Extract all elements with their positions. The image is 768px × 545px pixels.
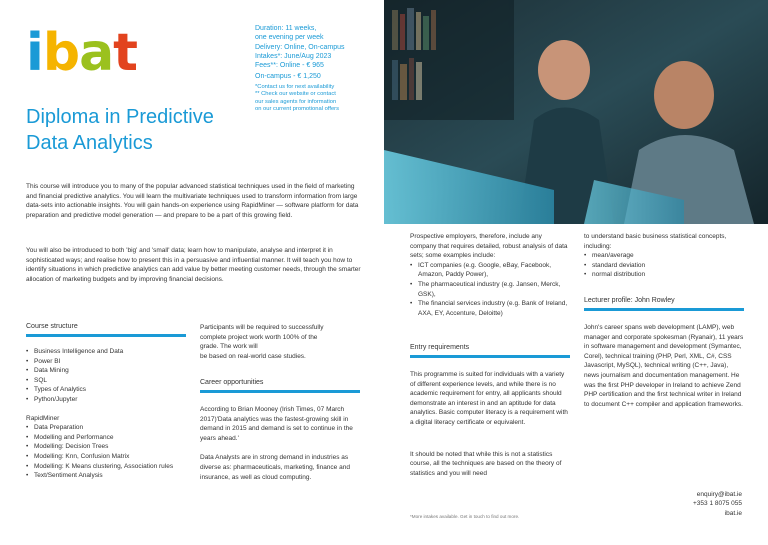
list-item: • standard deviation [592,261,744,271]
career-section [200,379,360,482]
course-structure-heading: Course structure [26,323,78,330]
project-line-2: complete project work worth 100% of the [200,333,318,341]
info-notes [255,84,375,114]
stats-section [584,232,744,280]
heading-rule [200,390,360,393]
ibat-logo [26,23,138,83]
list-item: • Types of Analytics [34,385,186,395]
intro-paragraph-1: This course will introduce you to many of the popular advanced statistical techniques used in the field of marketing and financial predictive analytics. You will learn the multivariate techniques used to transform information from large data-sets into actionable insights. You will gain hands-on experience using RapidMiner — software platform for data preparation and predictive model generation — and prepare to be a part of this growing field. [26,183,359,219]
stats-list [584,251,744,280]
info-note-4: on our current promotional offers [255,106,339,112]
course-info [255,24,375,113]
lecturer-heading: Lecturer profile: John Rowley [584,297,675,304]
fees-online: Fees**: Online - € 965 [255,62,324,70]
contact-block [693,490,742,518]
delivery: Delivery: Online, On-campus [255,43,345,51]
stats-intro: to understand basic business statistical concepts, including: [584,233,727,250]
info-note-1: *Contact us for next availability [255,83,335,90]
list-item: • Data Preparation [34,423,186,433]
intro-paragraph-2: You will also be introduced to both 'big' and 'small' data; learn how to manipulate, analyse and interpret it in sophisticated ways; and realise how to present this in a persuasive and influential manner. It will teach you how to identify situations in which predictive analytics can add value by better meeting customer needs, through the smarter allocation of marketing budgets and by improving financial decisions. [26,247,361,283]
contact-phone[interactable]: +353 1 8075 055 [693,500,742,508]
heading-rule [410,355,570,358]
lecturer-section [584,297,744,409]
contact-website[interactable]: ibat.ie [724,509,742,517]
lecturer-paragraph: John's career spans web development (LAMP), web manager and corporate spokesman (Ryanair), 11 years in software management and development (Symantec, Corel), technical training (PHP, Perl, XML, C#, CSS Javascript, MySQL), technical writing (C++, Java), news journalism and documentation management. He was the first PHP developer in Ireland to achieve Zend PHP certification and the first technical writer in Ireland to document C++ compiler and application frameworks. [584,324,744,408]
course-structure [26,323,186,481]
page-title [26,104,266,156]
fees-campus: On-campus - € 1,250 [255,73,321,81]
list-item: • Modelling: Decision Trees [34,442,186,452]
heading-rule [26,334,186,337]
career-paragraph-1: According to Brian Mooney (Irish Times, 07 March 2017)'Data analytics was the fastest-growing skill in demand in 2015 and demand is set to continue in the years ahead.' [200,406,353,442]
logo-letter-b: b [42,23,80,83]
project-line-4: be based on real-world case studies. [200,352,306,360]
rapidminer-list [26,423,186,481]
structure-list [26,347,186,405]
intakes-footnote: *More intakes available. Get in touch to find out more. [410,514,520,519]
photo-illustration [384,0,768,224]
title-line-2: Data Analytics [26,132,153,154]
entry-paragraph-1: This programme is suited for individuals with a variety of different experience levels, and while there is no academic requirement for entry, all applicants should demonstrate an interest in and an aptitude for data analytics. Basic computer literacy is a requirement with a digital literacy certificate or equivalent. [410,371,568,426]
career-heading: Career opportunities [200,379,264,386]
employers-section [410,232,570,318]
info-note-3: our sales agents for information [255,98,337,105]
employers-intro: Prospective employers, therefore, include any company that requires detailed, robust analysis of data sets; some examples include: [410,233,568,260]
career-paragraph-2: Data Analysts are in strong demand in industries as diverse as: pharmaceuticals, marketing, finance and insurance, as well as cloud computing. [200,454,350,481]
list-item: • Business Intelligence and Data [34,347,186,357]
list-item: • Text/Sentiment Analysis [34,471,186,481]
list-item: • SQL [34,376,186,386]
list-item: • The pharmaceutical industry (e.g. Jansen, Merck, GSK), [418,280,570,299]
schedule: one evening per week [255,34,324,42]
logo-letter-i: i [26,23,43,83]
entry-paragraph-2: It should be noted that while this is not a statistics course, all the techniques are based on the theory of statistics and you will need [410,450,562,477]
entry-section [410,344,570,478]
project-work [200,323,360,361]
list-item: • Power BI [34,357,186,367]
list-item: • The financial services industry (e.g. Bank of Ireland, AXA, EY, Accenture, Deloitte) [418,299,570,318]
heading-rule [584,308,744,311]
info-note-2: ** Check our website or contact [255,91,336,98]
entry-heading: Entry requirements [410,344,470,351]
students-photo [384,0,768,224]
list-item: • Modelling and Performance [34,433,186,443]
rapidminer-heading: RapidMiner [26,414,60,422]
logo-letter-a: a [79,23,114,83]
duration: Duration: 11 weeks, [255,25,317,32]
list-item: • Data Mining [34,366,186,376]
list-item: • mean/average [592,251,744,261]
list-item: • normal distribution [592,270,744,280]
project-line-1: Participants will be required to successfully [200,324,324,331]
contact-email[interactable]: enquiry@ibat.ie [696,491,742,498]
list-item: • Modelling: K Means clustering, Association rules [34,462,186,472]
project-line-3: grade. The work will [200,343,258,351]
title-line-1: Diploma in Predictive [26,106,214,128]
intakes: Intakes*: June/Aug 2023 [255,52,332,60]
logo-letter-t: t [113,23,138,83]
employers-list [410,261,570,319]
list-item: • Modelling: Knn, Confusion Matrix [34,452,186,462]
list-item: • ICT companies (e.g. Google, eBay, Facebook, Amazon, Paddy Power), [418,261,570,280]
list-item: • Python/Jupyter [34,395,186,405]
